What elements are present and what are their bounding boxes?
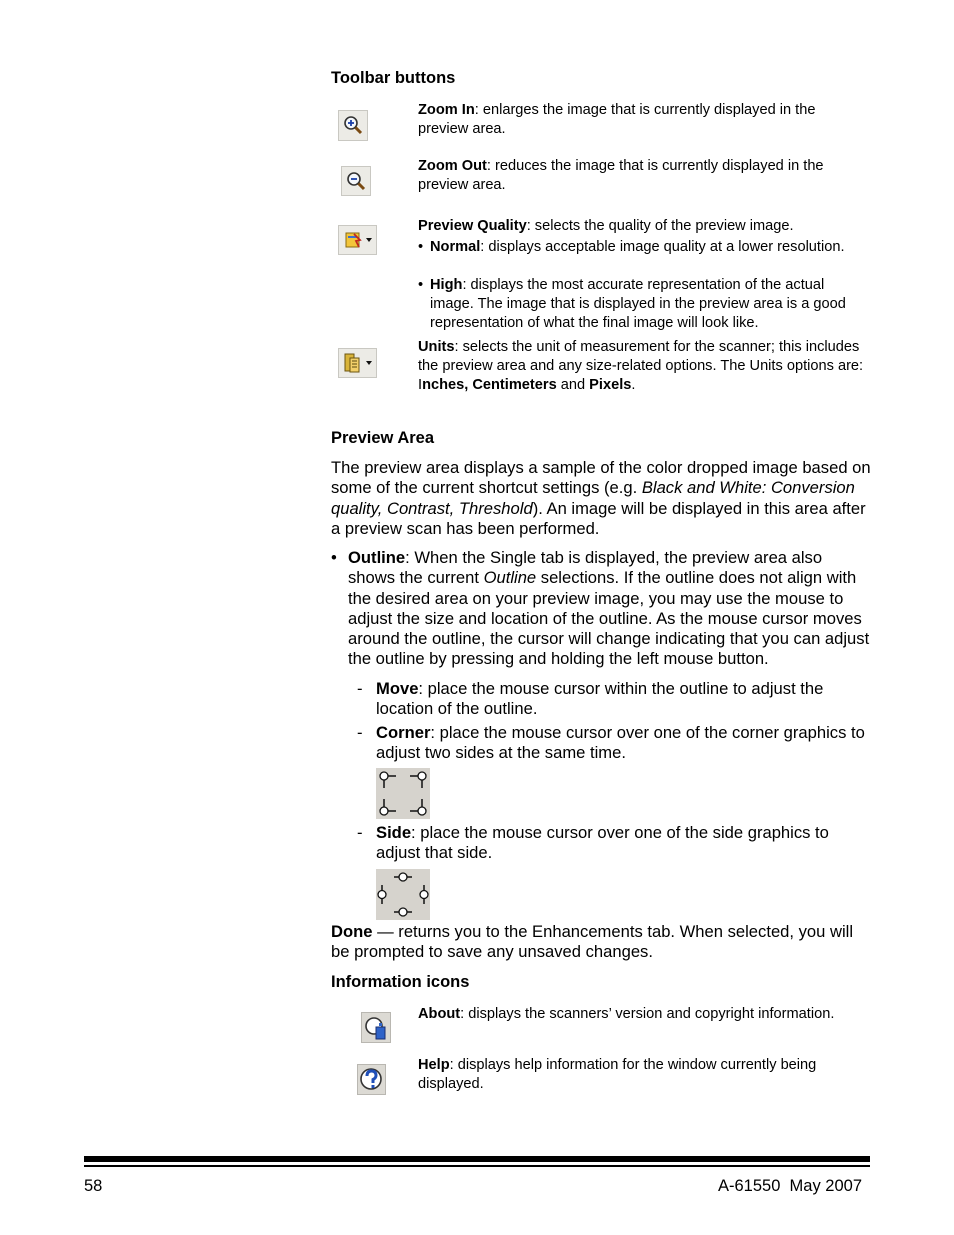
side-handles-icon [376, 869, 430, 920]
preview-quality-icon [338, 225, 377, 255]
about-description: About: displays the scanners’ version and copyright information. [418, 1006, 835, 1022]
preview-quality-description: Preview Quality: selects the quality of the preview image. [418, 218, 794, 234]
dash-marker: - [357, 679, 363, 698]
help-description: Help: displays help information for the window currently being displayed. [418, 1057, 817, 1092]
bullet-marker: • [418, 277, 424, 293]
document-id: A-61550 May 2007 [717, 1177, 862, 1195]
about-icon [361, 1012, 391, 1043]
dash-marker: - [357, 723, 363, 742]
done-paragraph: Done — returns you to the Enhancements tab. When selected, you will be prompted to save any unsaved changes. [331, 922, 854, 962]
corner-handles-icon [376, 768, 430, 819]
units-icon [338, 348, 377, 378]
units-description: Units: selects the unit of measurement for the scanner; this includes the preview area and any size-related options. The Units options are: Inches, Centimeters and Pixels. [418, 339, 864, 393]
preview-area-heading: Preview Area [331, 429, 435, 447]
bullet-marker: • [418, 239, 424, 255]
preview-quality-high-item: • High: displays the most accurate representation of the actual image. The image that is displayed in the preview area is a good representation of what the final image will look like. [418, 277, 846, 331]
move-item: - Move: place the mouse cursor within the outline to adjust the location of the outline. [357, 679, 824, 719]
help-icon [357, 1064, 386, 1095]
zoom-in-description: Zoom In: enlarges the image that is currently displayed in the preview area. [418, 102, 816, 137]
zoom-in-icon [338, 110, 368, 141]
dash-marker: - [357, 823, 363, 842]
zoom-out-description: Zoom Out: reduces the image that is currently displayed in the preview area. [418, 158, 824, 193]
preview-quality-normal-item: • Normal: displays acceptable image quality at a lower resolution. [418, 239, 845, 255]
footer-rule-thick [84, 1156, 870, 1162]
bullet-marker: • [331, 548, 337, 567]
outline-item: • Outline: When the Single tab is displayed, the preview area also shows the current Outline selections. If the outline does not align with the desired area on your preview image, you may use the mouse to adjust the size and location of the outline. As the mouse cursor moves around the outline, the cursor will change indicating that you can adjust the outline by pressing and holding the left mouse button. [331, 548, 870, 669]
preview-area-paragraph: The preview area displays a sample of the color dropped image based on some of the current shortcut settings (e.g. Black and White: Conversion quality, Contrast, Threshold). An image will be displayed in this area after a preview scan has been performed. [331, 458, 871, 538]
corner-item: - Corner: place the mouse cursor over one of the corner graphics to adjust two sides at the same time. [357, 723, 865, 763]
toolbar-buttons-heading: Toolbar buttons [331, 69, 456, 87]
side-item: - Side: place the mouse cursor over one of the side graphics to adjust that side. [357, 823, 829, 863]
information-icons-heading: Information icons [331, 973, 470, 991]
page-number: 58 [84, 1177, 103, 1195]
footer-rule-thin [84, 1165, 870, 1167]
zoom-out-icon [341, 166, 371, 196]
